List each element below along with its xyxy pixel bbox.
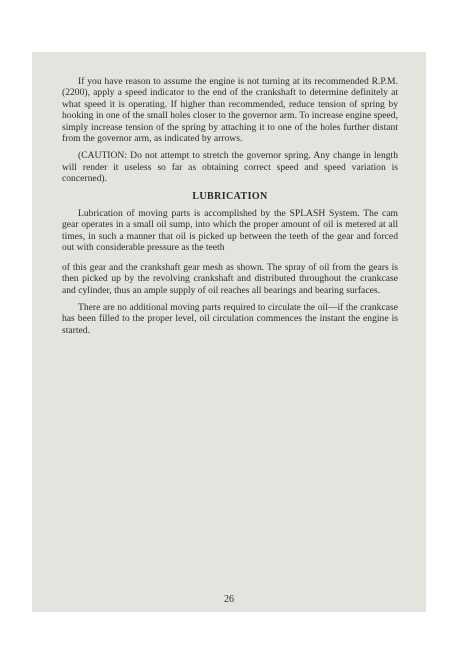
body-text	[62, 76, 398, 342]
paragraph-lubrication-1: Lubrication of moving parts is accomplished by the SPLASH System. The cam gear operates in a small oil sump, into which the proper amount of oil is metered at all times, in such a manner that oil is picked up between the teeth of the gear and forced out with considerable pressure as the teeth	[62, 208, 398, 254]
paragraph-governor-adjustment: If you have reason to assume the engine is not turning at its recommended R.P.M. (2200), apply a speed indicator to the end of the crankshaft to determine definitely at what speed it is operating. If higher than recommended, reduce tension of spring by hooking in one of the small holes closer to the governor arm. To increase engine speed, simply increase tension of the spring by attaching it to one of the holes further distant from the governor arm, as indicated by arrows.	[62, 76, 398, 145]
paragraph-lubrication-2: of this gear and the crankshaft gear mesh as shown. The spray of oil from the gears is then picked up by the revolving crankshaft and distributed throughout the crankcase and cylinder, thus an ample supply of oil reaches all bearings and bearing surfaces.	[62, 261, 398, 296]
paragraph-caution: (CAUTION: Do not attempt to stretch the governor spring. Any change in length will render it useless so far as obtaining correct speed and speed variation is concerned).	[62, 150, 398, 185]
document-page	[32, 52, 426, 612]
page-number: 26	[224, 594, 234, 605]
section-heading: LUBRICATION	[192, 190, 268, 202]
paragraph-lubrication-3: There are no additional moving parts required to circulate the oil—if the crankcase has been filled to the proper level, oil circulation commences the instant the engine is started.	[62, 301, 398, 336]
